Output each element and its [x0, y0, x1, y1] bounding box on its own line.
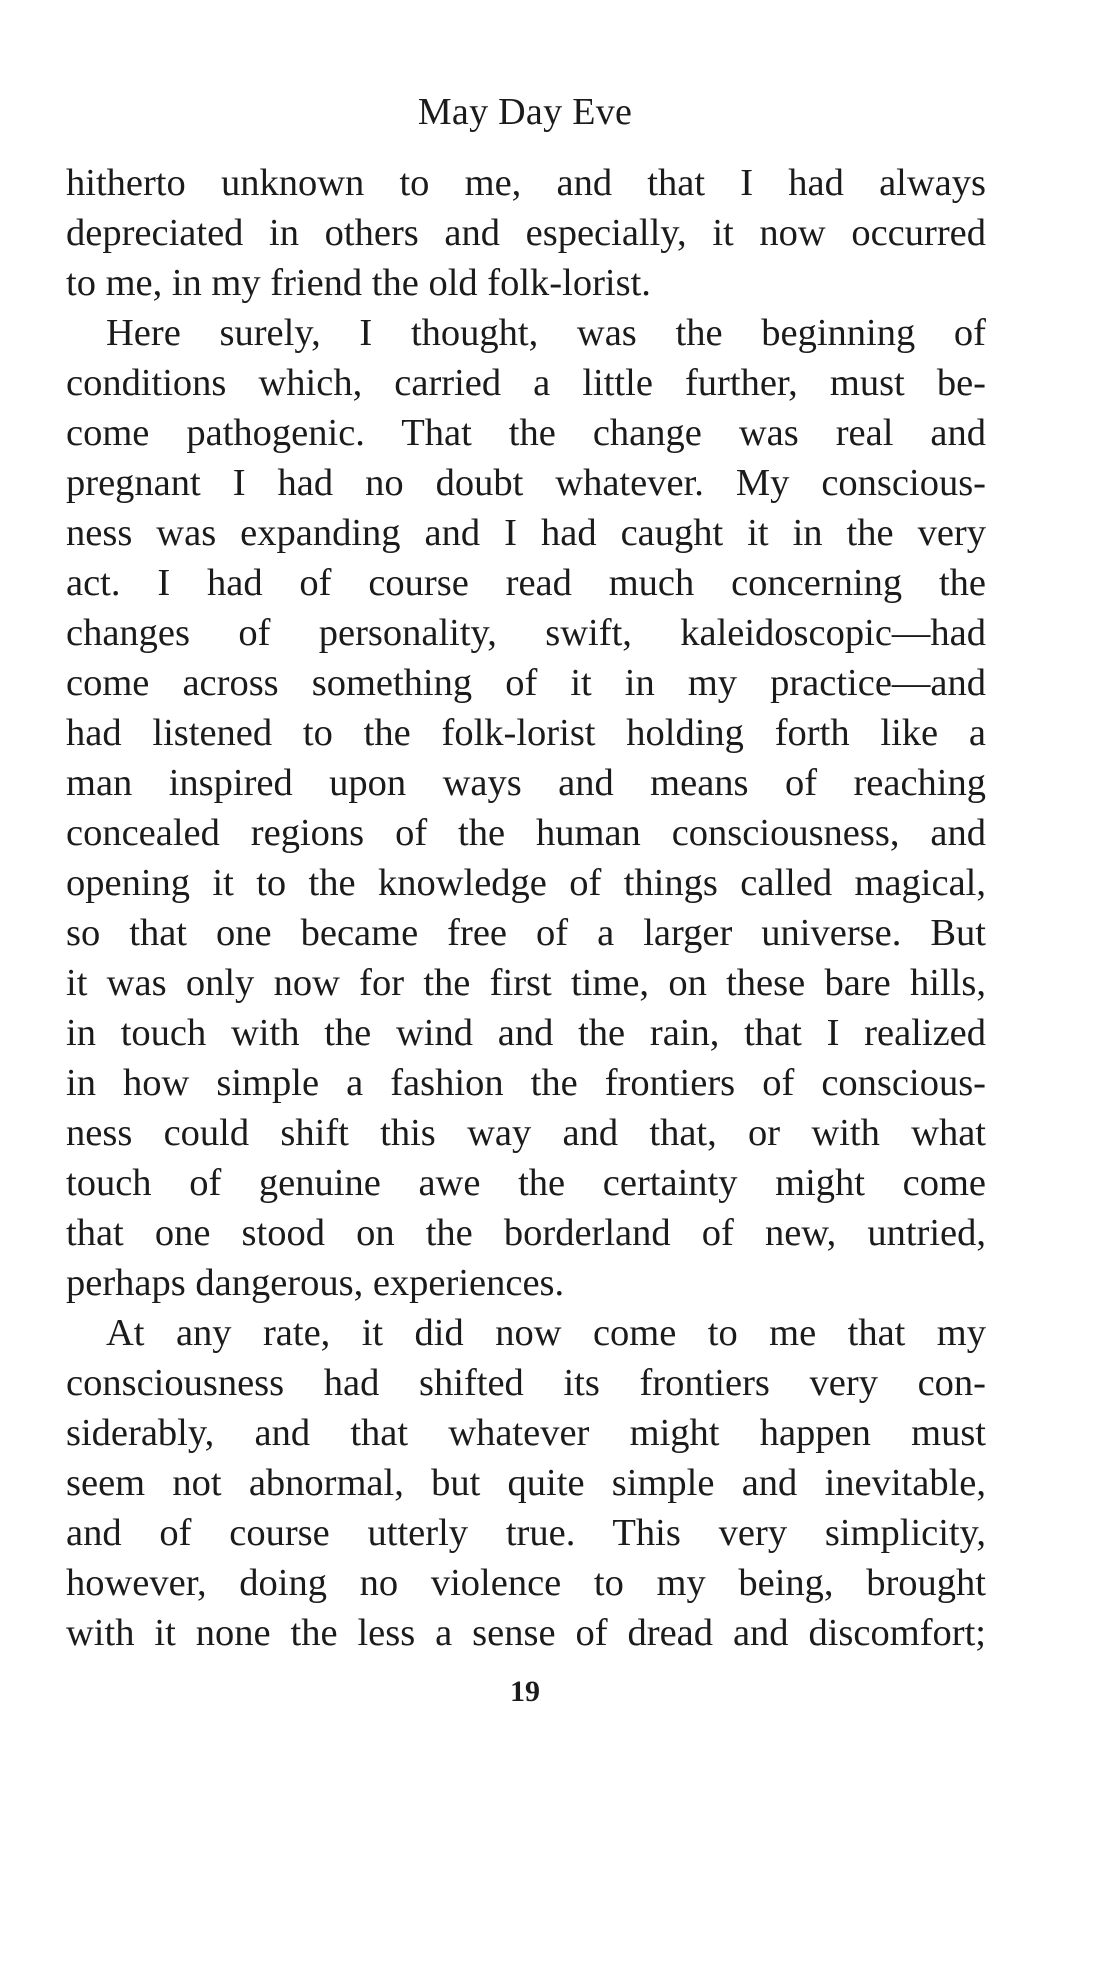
- running-head: May Day Eve: [417, 91, 633, 133]
- text-line: man inspired upon ways and means of reaching: [66, 762, 986, 804]
- text-line: that one stood on the borderland of new, untried,: [66, 1212, 986, 1254]
- text-line: touch of genuine awe the certainty might come: [66, 1162, 986, 1204]
- paragraph: [66, 1308, 986, 1658]
- text-line: seem not abnormal, but quite simple and inevitable,: [66, 1462, 986, 1504]
- text-line: opening it to the knowledge of things called magical,: [66, 862, 986, 904]
- body-text: [66, 158, 986, 1658]
- text-line: to me, in my friend the old folk-lorist.: [66, 262, 651, 304]
- text-line: depreciated in others and especially, it now occurred: [66, 212, 986, 254]
- text-line: hitherto unknown to me, and that I had always: [66, 162, 986, 204]
- text-line: in how simple a fashion the frontiers of conscious-: [66, 1062, 986, 1104]
- page-number: 19: [510, 1675, 540, 1708]
- text-line: conditions which, carried a little further, must be-: [66, 362, 986, 404]
- text-line: however, doing no violence to my being, brought: [66, 1562, 986, 1604]
- text-line: so that one became free of a larger universe. But: [66, 912, 986, 954]
- text-line: consciousness had shifted its frontiers very con-: [66, 1362, 986, 1404]
- paragraph: [66, 308, 986, 1308]
- text-line: act. I had of course read much concerning the: [66, 562, 986, 604]
- text-line: and of course utterly true. This very simplicity,: [66, 1512, 986, 1554]
- text-line: At any rate, it did now come to me that my: [106, 1312, 986, 1354]
- text-line: in touch with the wind and the rain, that I realized: [66, 1012, 986, 1054]
- paragraph: [66, 158, 986, 308]
- text-line: Here surely, I thought, was the beginning of: [106, 312, 986, 354]
- text-line: pregnant I had no doubt whatever. My conscious-: [66, 462, 986, 504]
- text-line: come pathogenic. That the change was real and: [66, 412, 986, 454]
- text-line: it was only now for the first time, on these bare hills,: [66, 962, 986, 1004]
- text-line: siderably, and that whatever might happen must: [66, 1412, 986, 1454]
- text-line: come across something of it in my practice—and: [66, 662, 986, 704]
- text-line: with it none the less a sense of dread and discomfort;: [66, 1612, 986, 1654]
- text-line: had listened to the folk-lorist holding forth like a: [66, 712, 986, 754]
- text-line: ness was expanding and I had caught it in the very: [66, 512, 986, 554]
- text-line: changes of personality, swift, kaleidoscopic—had: [66, 612, 986, 654]
- text-line: ness could shift this way and that, or with what: [66, 1112, 986, 1154]
- text-line: concealed regions of the human consciousness, and: [66, 812, 986, 854]
- text-line: perhaps dangerous, experiences.: [66, 1262, 565, 1304]
